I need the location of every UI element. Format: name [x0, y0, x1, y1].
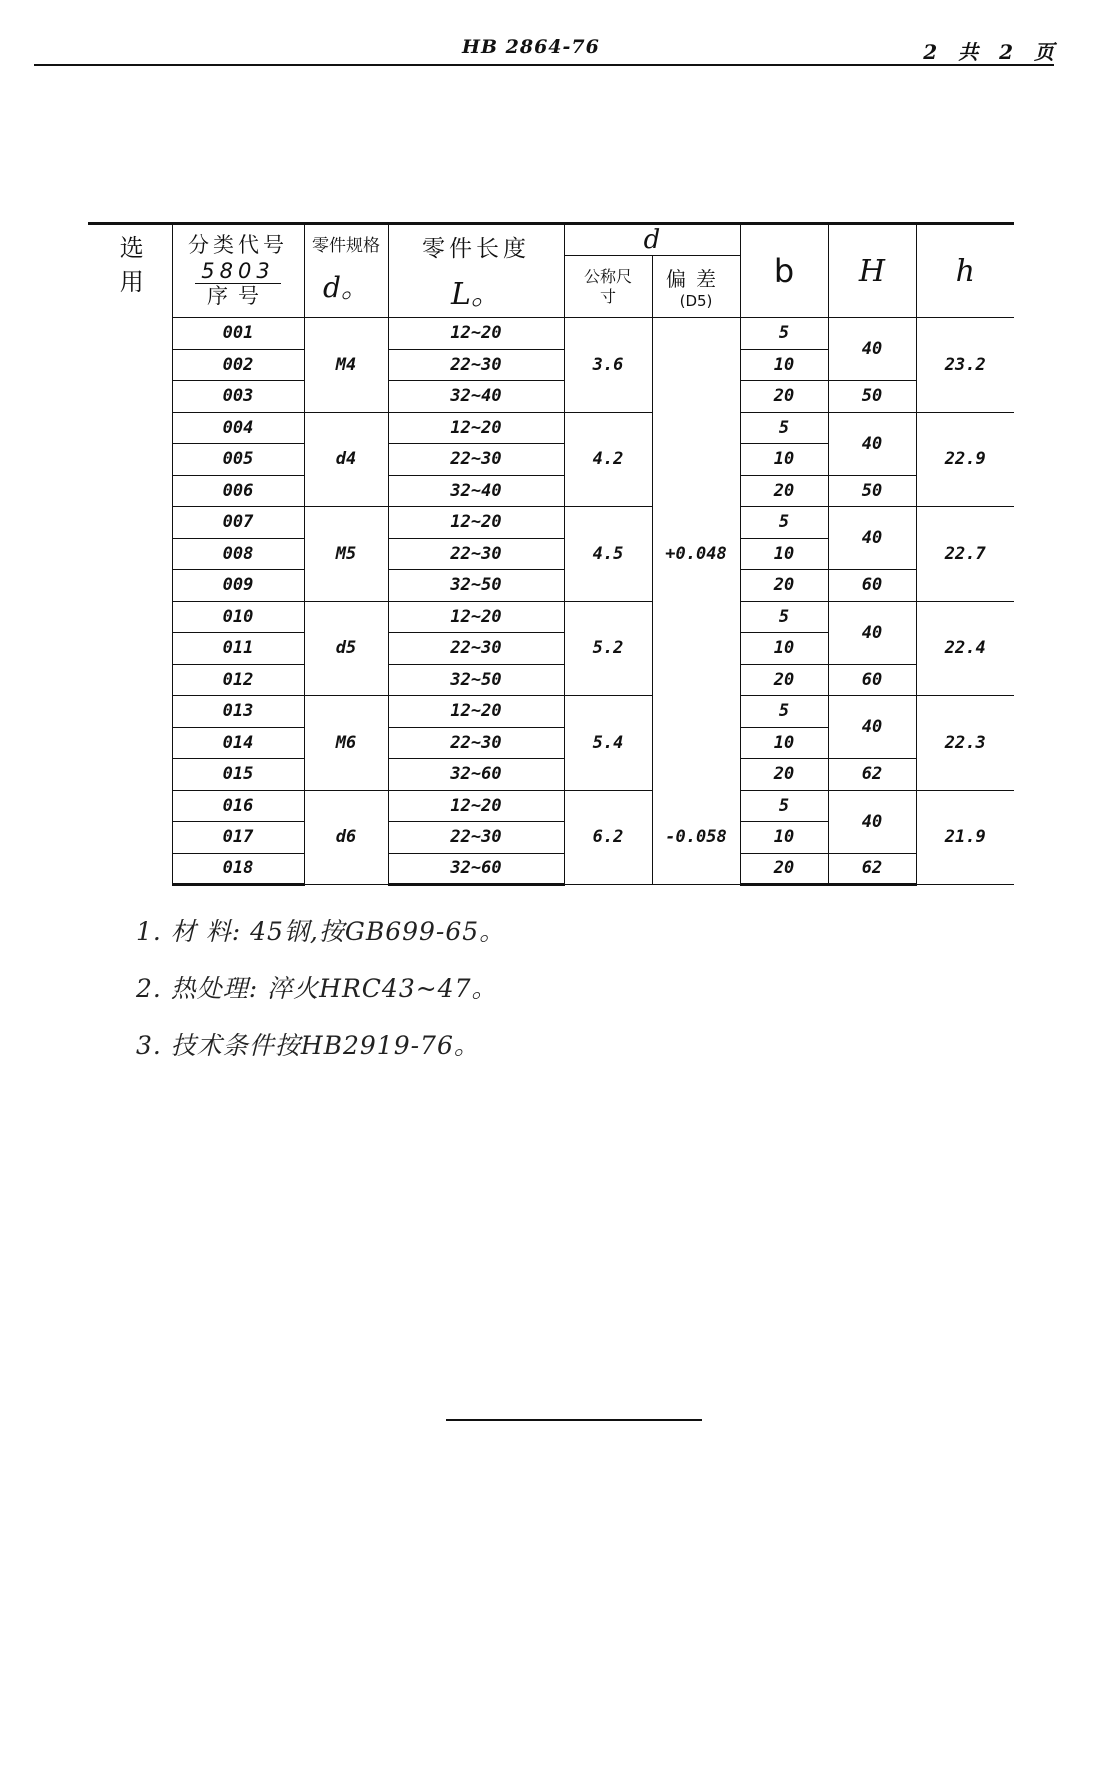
b-cell: 5 — [740, 601, 828, 633]
length-cell: 32~40 — [388, 475, 564, 507]
header-class-code — [172, 224, 304, 318]
b-cell: 10 — [740, 822, 828, 854]
seq-cell: 012 — [172, 664, 304, 696]
H-cell: 60 — [828, 664, 916, 696]
nominal-cell: 6.2 — [564, 790, 652, 885]
note-technical-conditions: 3. 技术条件按HB2919-76。 — [136, 1031, 480, 1060]
H-cell: 40 — [828, 318, 916, 381]
seq-cell: 006 — [172, 475, 304, 507]
nominal-cell: 5.4 — [564, 696, 652, 791]
b-cell: 5 — [740, 696, 828, 728]
seq-cell: 010 — [172, 601, 304, 633]
d0-cell: d4 — [304, 412, 388, 507]
d0-cell: M6 — [304, 696, 388, 791]
header-d-group: d — [564, 224, 740, 256]
b-cell: 10 — [740, 727, 828, 759]
seq-cell: 004 — [172, 412, 304, 444]
note-material: 1. 材 料: 45钢,按GB699-65。 — [136, 917, 506, 946]
H-cell: 62 — [828, 853, 916, 885]
note-heat-treatment: 2. 热处理: 淬火HRC43~47。 — [136, 974, 498, 1003]
deviation-fit: (D5) — [679, 292, 713, 310]
H-cell: 40 — [828, 790, 916, 853]
length-cell: 12~20 — [388, 790, 564, 822]
b-cell: 20 — [740, 475, 828, 507]
h-cell: 23.2 — [916, 318, 1014, 413]
seq-cell: 007 — [172, 507, 304, 539]
nominal-cell: 4.5 — [564, 507, 652, 602]
length-cell: 32~50 — [388, 570, 564, 602]
seq-cell: 015 — [172, 759, 304, 791]
end-rule — [446, 1419, 702, 1421]
H-cell: 62 — [828, 759, 916, 791]
part-spec-symbol: d。 — [323, 271, 369, 305]
b-cell: 5 — [740, 412, 828, 444]
part-length-label: 零件长度 — [422, 235, 530, 262]
seq-cell: 002 — [172, 349, 304, 381]
length-cell: 12~20 — [388, 318, 564, 350]
header-deviation — [652, 256, 740, 318]
h-cell: 22.7 — [916, 507, 1014, 602]
b-cell: 10 — [740, 444, 828, 476]
length-cell: 12~20 — [388, 601, 564, 633]
d0-cell: d6 — [304, 790, 388, 885]
d0-cell: M4 — [304, 318, 388, 413]
h-cell: 22.4 — [916, 601, 1014, 696]
seq-cell: 003 — [172, 381, 304, 413]
H-cell: 60 — [828, 570, 916, 602]
H-cell: 40 — [828, 412, 916, 475]
H-cell: 40 — [828, 696, 916, 759]
deviation-lower: -0.058 — [652, 790, 740, 885]
length-cell: 12~20 — [388, 696, 564, 728]
spec-table — [88, 222, 1014, 886]
H-cell: 40 — [828, 507, 916, 570]
header-h: h — [916, 224, 1014, 318]
b-cell: 10 — [740, 538, 828, 570]
d0-cell: M5 — [304, 507, 388, 602]
seq-cell: 009 — [172, 570, 304, 602]
h-cell: 21.9 — [916, 790, 1014, 885]
seq-cell: 011 — [172, 633, 304, 665]
length-cell: 12~20 — [388, 507, 564, 539]
b-cell: 20 — [740, 853, 828, 885]
notes — [136, 912, 505, 1083]
seq-cell: 018 — [172, 853, 304, 885]
h-cell: 22.3 — [916, 696, 1014, 791]
h-cell: 22.9 — [916, 412, 1014, 507]
header-b: b — [740, 224, 828, 318]
b-cell: 10 — [740, 349, 828, 381]
seq-cell: 005 — [172, 444, 304, 476]
serial-label: 序号 — [207, 283, 269, 308]
length-cell: 22~30 — [388, 538, 564, 570]
b-cell: 20 — [740, 759, 828, 791]
nominal-cell: 4.2 — [564, 412, 652, 507]
b-cell: 10 — [740, 633, 828, 665]
seq-cell: 013 — [172, 696, 304, 728]
page-header — [34, 30, 1054, 66]
b-cell: 20 — [740, 381, 828, 413]
b-cell: 5 — [740, 507, 828, 539]
seq-cell: 014 — [172, 727, 304, 759]
b-cell: 5 — [740, 790, 828, 822]
header-H: H — [828, 224, 916, 318]
header-nominal: 公称尺寸 — [564, 256, 652, 318]
length-cell: 32~60 — [388, 759, 564, 791]
length-cell: 32~40 — [388, 381, 564, 413]
H-cell: 50 — [828, 381, 916, 413]
part-length-symbol: L。 — [451, 276, 501, 312]
select-column — [88, 318, 172, 885]
b-cell: 5 — [740, 318, 828, 350]
header-select: 选用 — [88, 224, 172, 318]
seq-cell: 008 — [172, 538, 304, 570]
class-code-label: 分类代号 — [188, 233, 288, 258]
nominal-cell: 3.6 — [564, 318, 652, 413]
header-part-length — [388, 224, 564, 318]
length-cell: 12~20 — [388, 412, 564, 444]
b-cell: 20 — [740, 570, 828, 602]
seq-cell: 017 — [172, 822, 304, 854]
length-cell: 22~30 — [388, 727, 564, 759]
H-cell: 40 — [828, 601, 916, 664]
class-code-value: 5803 — [195, 259, 280, 284]
seq-cell: 016 — [172, 790, 304, 822]
nominal-cell: 5.2 — [564, 601, 652, 696]
header-part-spec — [304, 224, 388, 318]
H-cell: 50 — [828, 475, 916, 507]
deviation-label: 偏差 — [666, 267, 726, 291]
seq-cell: 001 — [172, 318, 304, 350]
standard-code: HB 2864-76 — [462, 36, 600, 58]
d0-cell: d5 — [304, 601, 388, 696]
length-cell: 32~50 — [388, 664, 564, 696]
length-cell: 32~60 — [388, 853, 564, 885]
b-cell: 20 — [740, 664, 828, 696]
length-cell: 22~30 — [388, 349, 564, 381]
deviation-upper: +0.048 — [652, 318, 740, 791]
page-info: 2 共 2 页 — [923, 40, 1054, 64]
length-cell: 22~30 — [388, 444, 564, 476]
length-cell: 22~30 — [388, 822, 564, 854]
part-spec-label: 零件规格 — [312, 235, 380, 256]
length-cell: 22~30 — [388, 633, 564, 665]
